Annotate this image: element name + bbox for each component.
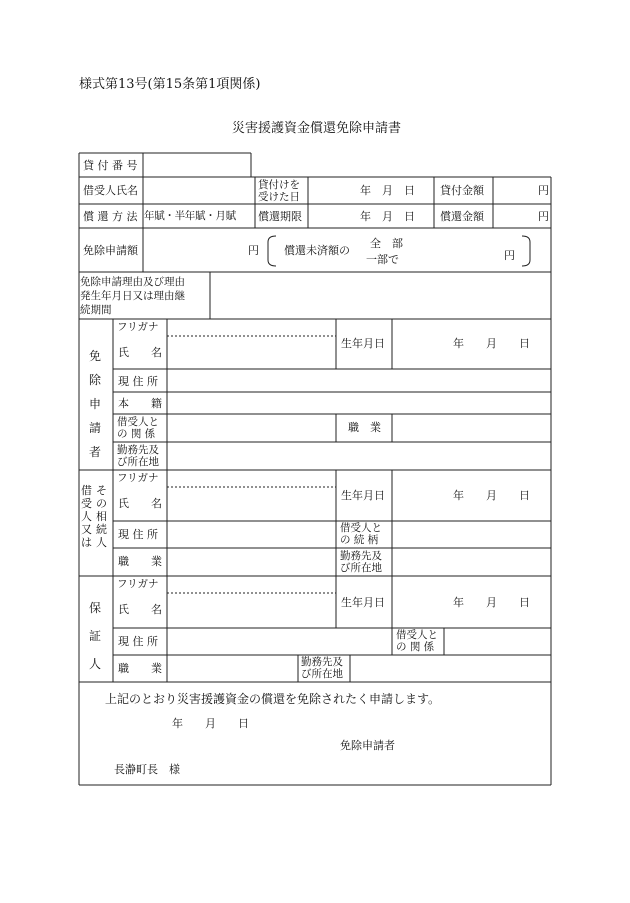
loan-amount-label: 貸付金額 bbox=[440, 184, 484, 197]
exemption-reason-label: 免除申請理由及び理由 発生年月日又は理由継 続期間 bbox=[80, 276, 185, 316]
guarantor-birth-label: 生年月日 bbox=[341, 596, 385, 609]
unpaid-part: 一部で bbox=[366, 253, 399, 266]
submission-date: 年 月 日 bbox=[172, 717, 249, 730]
applicant-work-label: 勤務先及 び所在地 bbox=[117, 444, 159, 468]
guarantor-work-label: 勤務先及 び所在地 bbox=[301, 656, 343, 680]
applicant-domicile-label: 本 籍 bbox=[118, 397, 162, 410]
repay-amount-yen: 円 bbox=[538, 210, 549, 223]
heir-address-label: 現 住 所 bbox=[118, 528, 158, 541]
guarantor-address-label: 現 住 所 bbox=[118, 635, 158, 648]
guarantor-relation-label: 借受人と の 関 係 bbox=[396, 629, 438, 653]
heir-birth-date: 年 月 日 bbox=[453, 489, 530, 502]
form-title: 災害援護資金償還免除申請書 bbox=[232, 121, 402, 136]
exemption-amount-label: 免除申請額 bbox=[83, 244, 138, 257]
heir-furigana-label: フリガナ bbox=[117, 472, 159, 484]
heir-birth-label: 生年月日 bbox=[341, 489, 385, 502]
heir-relation-label: 借受人と の 続 柄 bbox=[340, 522, 382, 546]
unpaid-all: 全 部 bbox=[370, 237, 403, 250]
applicant-side-label: 免 除 申 請 者 bbox=[89, 349, 102, 459]
borrower-name-label: 借受人氏名 bbox=[83, 184, 138, 197]
heir-job-label: 職 業 bbox=[118, 555, 162, 568]
heir-side-col2: そ の 相 続 人 bbox=[96, 484, 107, 549]
loan-amount-yen: 円 bbox=[538, 184, 549, 197]
guarantor-job-label: 職 業 bbox=[118, 662, 162, 675]
statement-text: 上記のとおり災害援護資金の償還を免除されたく申請します。 bbox=[105, 692, 441, 706]
guarantor-side-label: 保 証 人 bbox=[89, 601, 102, 671]
repay-amount-label: 償還金額 bbox=[440, 210, 484, 223]
applicant-address-label: 現 住 所 bbox=[118, 375, 158, 388]
loan-date-label: 貸付けを 受けた日 bbox=[258, 179, 300, 203]
repay-period-template: 年 月 日 bbox=[360, 210, 415, 223]
heir-side-col1: 借 受 人 又 は bbox=[81, 484, 92, 549]
exemption-amount-yen: 円 bbox=[248, 244, 259, 257]
guarantor-name-label: 氏 名 bbox=[118, 603, 162, 616]
applicant-signature-label: 免除申請者 bbox=[340, 739, 395, 752]
applicant-name-label: 氏 名 bbox=[118, 346, 162, 359]
addressee: 長瀞町長 様 bbox=[114, 763, 180, 776]
applicant-job-label: 職 業 bbox=[348, 421, 381, 434]
guarantor-furigana-label: フリガナ bbox=[117, 578, 159, 590]
applicant-birth-date: 年 月 日 bbox=[453, 337, 530, 350]
heir-work-label: 勤務先及 び所在地 bbox=[340, 550, 382, 574]
guarantor-birth-date: 年 月 日 bbox=[453, 596, 530, 609]
repay-period-label: 償還期限 bbox=[258, 210, 302, 223]
loan-number-label: 貸 付 番 号 bbox=[83, 159, 138, 172]
repay-method-value: 年賦・半年賦・月賦 bbox=[144, 210, 236, 222]
unpaid-yen: 円 bbox=[504, 249, 515, 262]
applicant-birth-label: 生年月日 bbox=[341, 337, 385, 350]
repay-method-label: 償 還 方 法 bbox=[83, 210, 138, 223]
loan-date-template: 年 月 日 bbox=[360, 184, 415, 197]
heir-name-label: 氏 名 bbox=[118, 497, 162, 510]
form-number: 様式第13号(第15条第1項関係) bbox=[79, 77, 261, 92]
applicant-relation-label: 借受人と の 関 係 bbox=[117, 416, 159, 440]
unpaid-label: 償還未済額の bbox=[284, 244, 350, 257]
applicant-furigana-label: フリガナ bbox=[117, 321, 159, 333]
